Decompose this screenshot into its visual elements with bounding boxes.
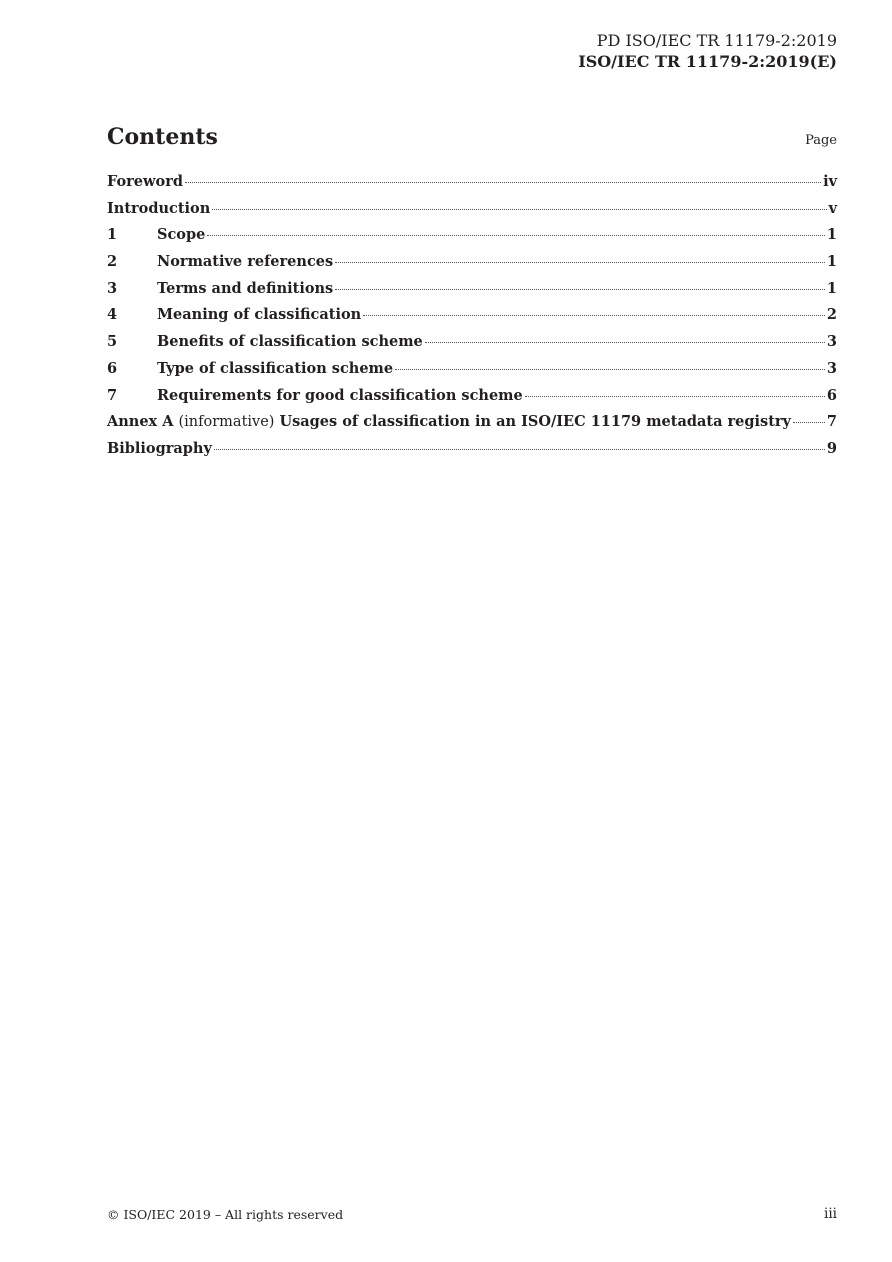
- toc-entry-number: 6: [107, 359, 118, 377]
- toc-entry-page: 1: [826, 226, 837, 244]
- toc-dot-leader: [335, 262, 825, 263]
- toc-entry-title: Foreword: [107, 173, 183, 190]
- toc-dot-leader: [363, 315, 825, 316]
- toc-dot-leader: [793, 422, 825, 423]
- toc-entry-normative-references[interactable]: [107, 253, 837, 280]
- toc-dot-leader: [207, 235, 825, 236]
- toc-entry-page: 7: [826, 413, 837, 431]
- toc-entry-benefits-of-classification-scheme[interactable]: [107, 333, 837, 360]
- toc-entry-page: 1: [826, 279, 837, 297]
- page-column-label: Page: [805, 133, 837, 148]
- toc-entry-requirements[interactable]: [107, 387, 837, 414]
- toc-entry-page: iv: [823, 173, 837, 190]
- toc-entry-annex-informative: (informative): [178, 414, 275, 431]
- toc-entry-title: Requirements for good classification scheme: [157, 386, 523, 404]
- toc-entry-annex-prefix: Annex A: [107, 413, 174, 431]
- toc-entry-number: 3: [107, 279, 118, 297]
- toc-dot-leader: [395, 369, 825, 370]
- toc-entry-title: Bibliography: [107, 439, 212, 457]
- toc-dot-leader: [185, 182, 821, 183]
- toc-entry-title: Type of classification scheme: [157, 359, 394, 377]
- toc-entry-page: 9: [826, 439, 837, 457]
- toc-entry-terms-and-definitions[interactable]: [107, 280, 837, 307]
- toc-entry-title: Terms and definitions: [157, 279, 334, 297]
- toc-entry-annex-a[interactable]: [107, 413, 837, 440]
- toc-entry-title: Meaning of classification: [157, 306, 362, 324]
- toc-entry-title: Usages of classification in an ISO/IEC 11179 metadata registry: [279, 413, 791, 431]
- toc-entry-number: 1: [107, 226, 118, 244]
- table-of-contents: [107, 173, 837, 467]
- toc-entry-number: 5: [107, 333, 118, 351]
- toc-entry-page: 6: [826, 386, 837, 404]
- toc-entry-title: Scope: [157, 226, 206, 244]
- toc-entry-bibliography[interactable]: [107, 440, 837, 467]
- toc-entry-title: Introduction: [107, 199, 211, 217]
- toc-entry-page: 3: [826, 359, 837, 377]
- toc-entry-page: 1: [826, 253, 837, 271]
- contents-heading: Contents: [107, 124, 218, 150]
- toc-entry-title: Benefits of classification scheme: [157, 333, 423, 351]
- toc-entry-number: 2: [107, 253, 118, 271]
- toc-dot-leader: [525, 396, 825, 397]
- toc-entry-page: 2: [826, 306, 837, 324]
- toc-entry-page: 3: [826, 333, 837, 351]
- document-header: [578, 30, 837, 72]
- toc-dot-leader: [212, 209, 826, 210]
- toc-entry-title: Normative references: [157, 253, 334, 271]
- toc-dot-leader: [214, 449, 825, 450]
- toc-entry-number: 4: [107, 306, 118, 324]
- toc-dot-leader: [335, 289, 825, 290]
- toc-entry-scope[interactable]: [107, 226, 837, 253]
- toc-dot-leader: [425, 342, 825, 343]
- toc-entry-number: 7: [107, 386, 118, 404]
- header-iso-designation: ISO/IEC TR 11179-2:2019(E): [578, 52, 837, 71]
- page-number: iii: [824, 1206, 837, 1222]
- header-pd-designation: PD ISO/IEC TR 11179-2:2019: [596, 31, 837, 50]
- toc-entry-type-of-classification-scheme[interactable]: [107, 360, 837, 387]
- copyright-notice: © ISO/IEC 2019 – All rights reserved: [107, 1207, 344, 1222]
- toc-entry-foreword[interactable]: [107, 173, 837, 200]
- toc-entry-meaning-of-classification[interactable]: [107, 306, 837, 333]
- toc-entry-introduction[interactable]: [107, 200, 837, 227]
- toc-entry-page: v: [828, 199, 837, 217]
